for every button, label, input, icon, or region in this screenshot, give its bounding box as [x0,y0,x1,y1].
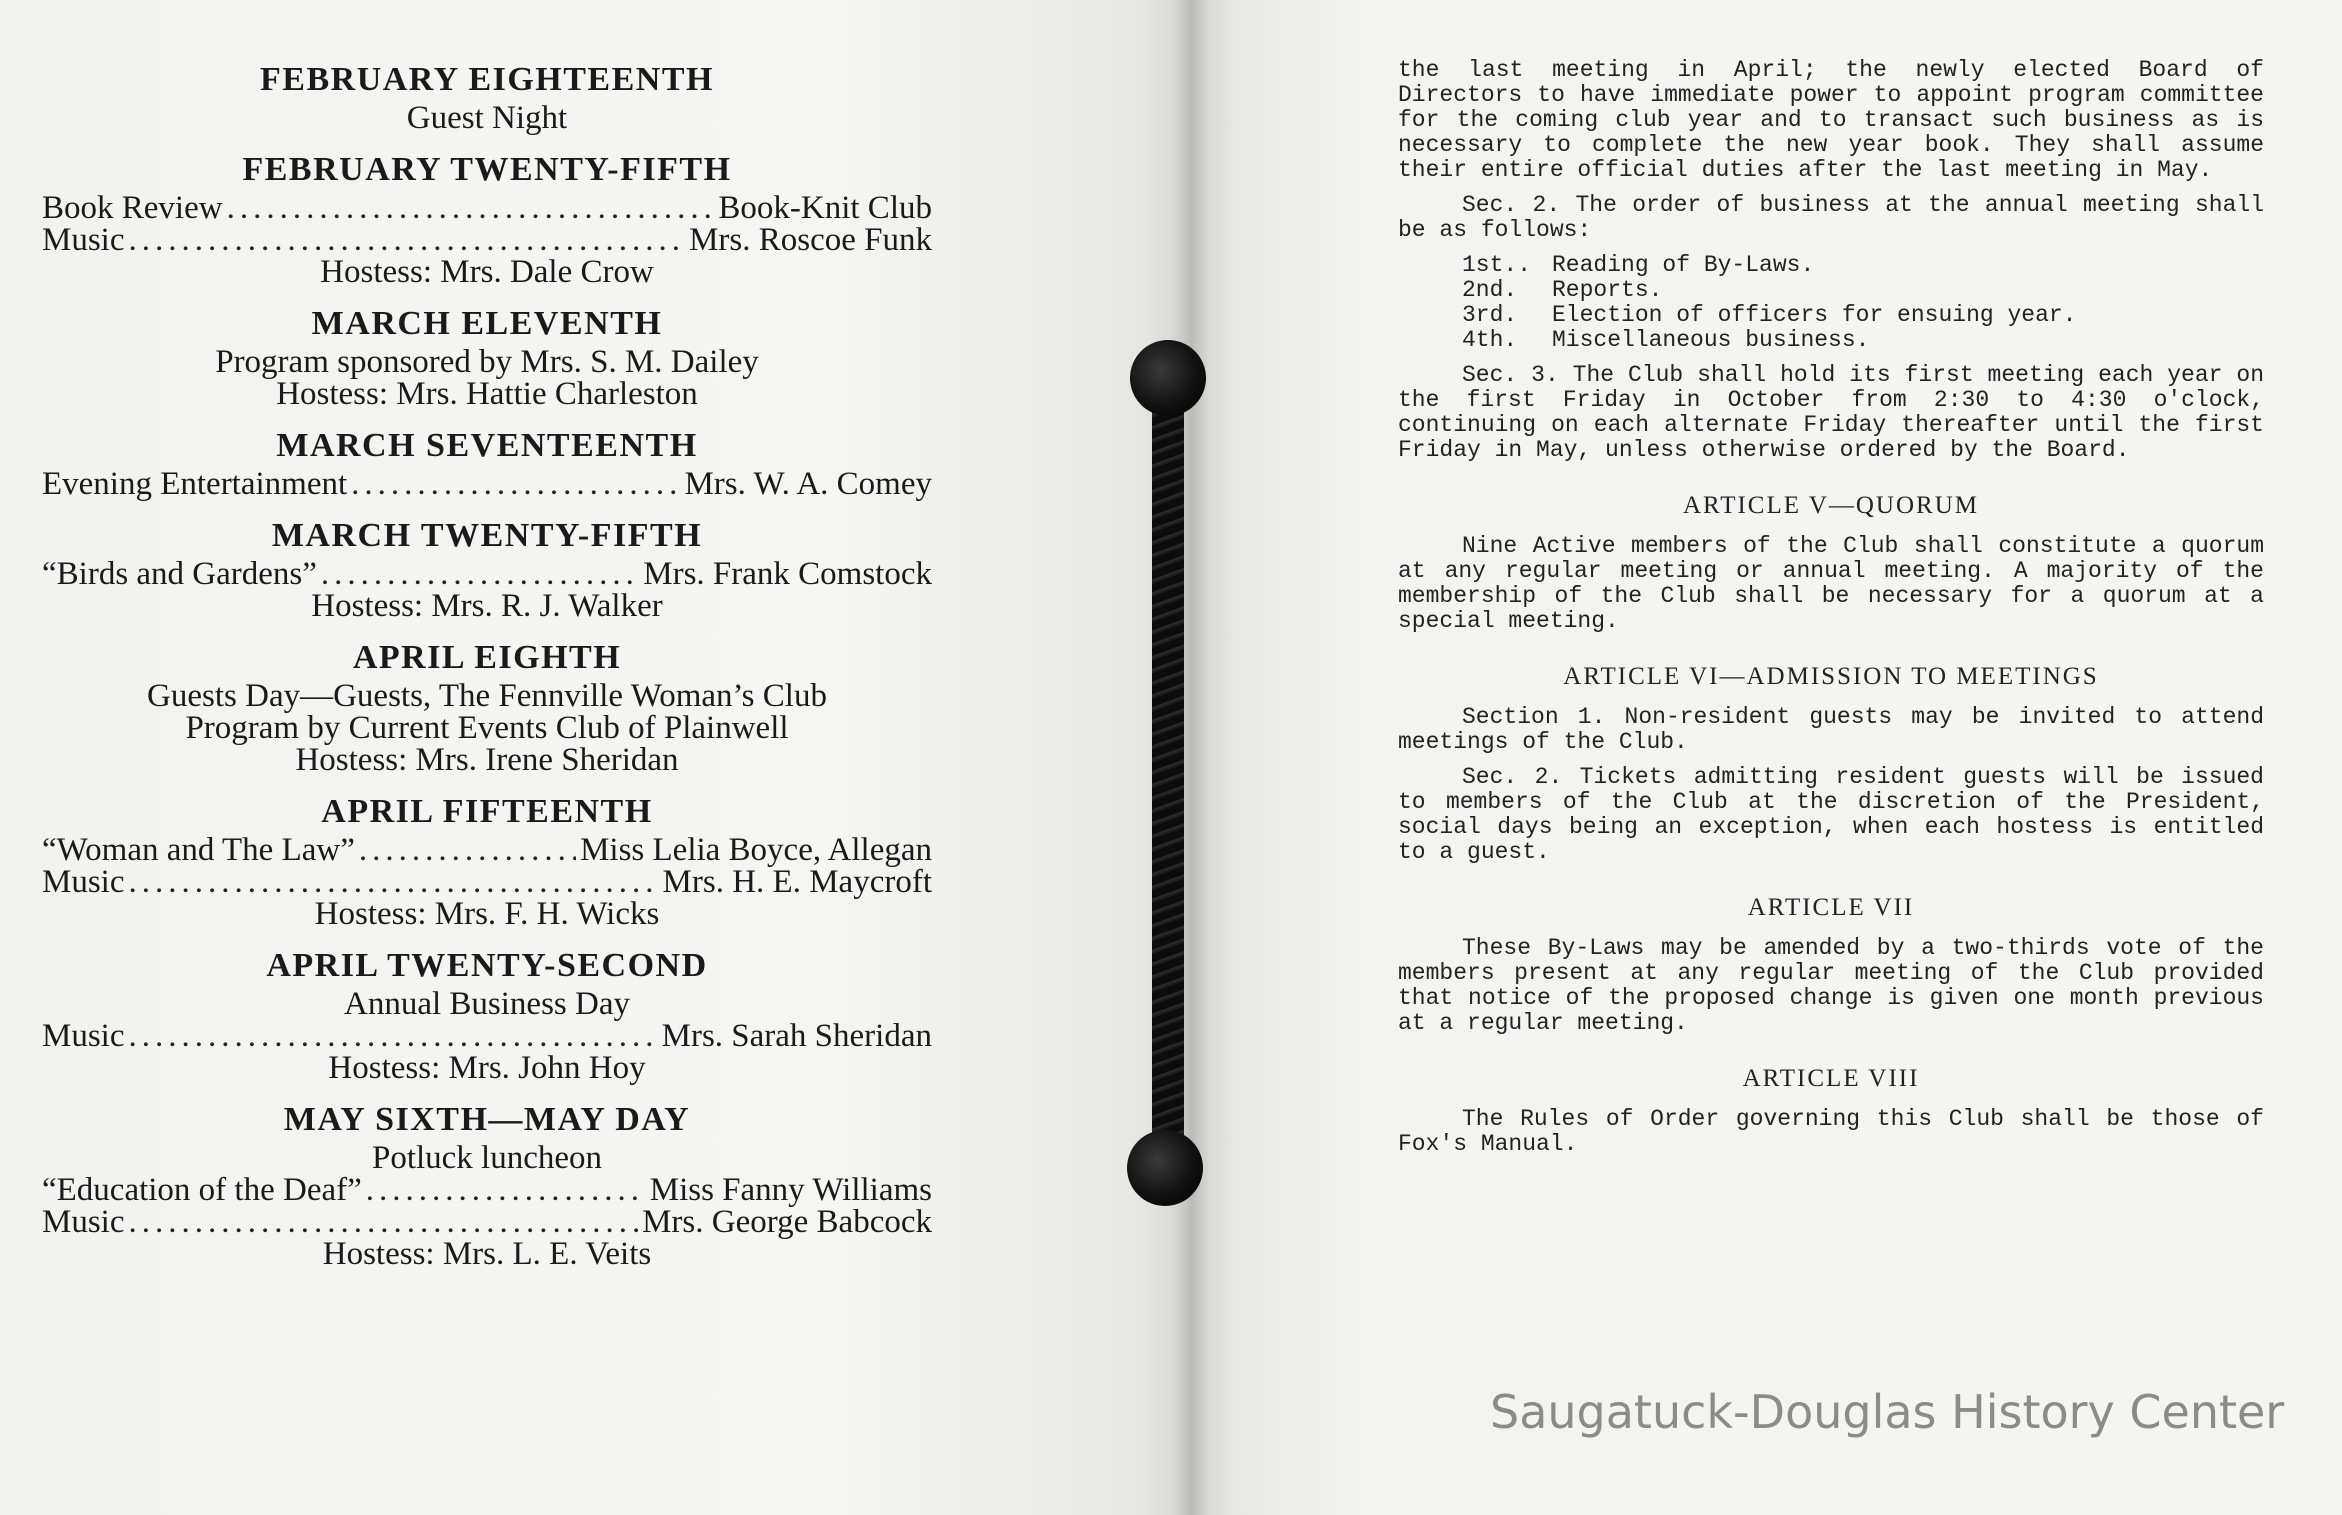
centered-line: Program by Current Events Club of Plainwell [185,710,789,746]
schedule-entry [42,792,932,930]
program-item: “Birds and Gardens” [42,556,317,592]
centered-line: Hostess: Mrs. Irene Sheridan [295,742,679,778]
bylaws-text [1398,58,2264,1167]
presenter: Book-Knit Club [718,190,932,226]
order-item [1398,253,2264,278]
article-5-heading: ARTICLE V—QUORUM [1682,492,1979,519]
program-line [42,834,932,866]
program-line [42,468,932,500]
watermark: Saugatuck-Douglas History Center [1490,1385,2285,1439]
program-line [42,192,932,224]
order-ordinal: 3rd. [1462,302,1518,328]
entry-date-heading: APRIL TWENTY-SECOND [266,947,708,984]
schedule-entry [42,426,932,500]
dot-leader [129,1020,658,1052]
presenter: Mrs. Sarah Sheridan [661,1018,932,1054]
program-line [42,558,932,590]
presenter: Miss Fanny Williams [649,1172,932,1208]
centered-line: Program sponsored by Mrs. S. M. Dailey [215,344,759,380]
dot-leader [129,1206,639,1238]
schedule-entry [42,60,932,134]
schedule-entry [42,638,932,776]
centered-line: Potluck luncheon [371,1140,603,1176]
dot-leader [129,866,659,898]
order-text: Election of officers for ensuing year. [1552,302,2077,328]
program-line [42,866,932,898]
centered-line: Hostess: Mrs. John Hoy [328,1050,646,1086]
entry-date-heading: FEBRUARY EIGHTEENTH [260,61,714,98]
dot-leader [321,558,639,590]
centered-line: Hostess: Mrs. R. J. Walker [311,588,663,624]
centered-line: Hostess: Mrs. Dale Crow [320,254,654,290]
article-4-sec-3: Sec. 3. The Club shall hold its first meeting each year on the first Friday in October from 2:30 to 4:30 o'clock, continuing on each alternate Friday thereafter until the first Friday in May, unless otherwise ordered by the Board. [1398,362,2264,463]
centered-line: Guest Night [406,100,568,136]
order-ordinal: 2nd. [1462,277,1518,303]
entry-date-heading: MARCH TWENTY-FIFTH [271,517,703,554]
presenter: Mrs. George Babcock [642,1204,932,1240]
schedule-entry [42,1100,932,1270]
order-of-business-list [1398,253,2264,353]
binding-knot-bottom [1127,1130,1203,1206]
presenter: Mrs. Frank Comstock [643,556,932,592]
dot-leader [359,834,576,866]
article-7-heading: ARTICLE VII [1747,894,1915,921]
schedule-entry [42,304,932,410]
entry-date-heading: FEBRUARY TWENTY-FIFTH [242,151,732,188]
centered-line: Hostess: Mrs. L. E. Veits [322,1236,652,1272]
centered-line: Guests Day—Guests, The Fennville Woman’s Club [147,678,827,714]
bylaws-intro-paragraph: the last meeting in April; the newly elected Board of Directors to have immediate power to appoint program committee for the coming club year and to transact such business as is necessary to complete the new year book. They shall assume their entire official duties after the last meeting in May. [1398,57,2264,183]
dot-leader [351,468,680,500]
presenter: Mrs. Roscoe Funk [689,222,932,258]
centered-line: Annual Business Day [344,986,630,1022]
entry-date-heading: MAY SIXTH—MAY DAY [283,1101,691,1138]
presenter: Miss Lelia Boyce, Allegan [580,832,932,868]
order-ordinal: 1st.. [1462,252,1532,278]
article-6-sec-2: Sec. 2. Tickets admitting resident guests will be issued to members of the Club at the discretion of the President, social days being an exception, when each hostess is entitled to a guest. [1398,764,2264,865]
program-item: Evening Entertainment [42,466,348,502]
article-6-sec-1: Section 1. Non-resident guests may be invited to attend meetings of the Club. [1398,704,2264,755]
program-item: Music [42,222,125,258]
schedule-entry [42,516,932,622]
article-8-heading: ARTICLE VIII [1742,1065,1920,1092]
entry-date-heading: MARCH SEVENTEENTH [276,427,698,464]
order-item [1398,303,2264,328]
entry-date-heading: APRIL EIGHTH [352,639,622,676]
article-6-heading: ARTICLE VI—ADMISSION TO MEETINGS [1563,663,2099,690]
dot-leader [227,192,715,224]
order-ordinal: 4th. [1462,327,1518,353]
article-4-sec-2: Sec. 2. The order of business at the annual meeting shall be as follows: [1398,192,2264,243]
dot-leader [129,224,686,256]
program-item: Music [42,1204,125,1240]
program-line [42,1020,932,1052]
order-text: Reading of By-Laws. [1552,252,1815,278]
program-schedule [42,60,932,1286]
program-item: “Woman and The Law” [42,832,355,868]
order-text: Miscellaneous business. [1552,327,1870,353]
binding-cord [1152,380,1184,1170]
article-5-text: Nine Active members of the Club shall constitute a quorum at any regular meeting or annual meeting. A majority of the membership of the Club shall be necessary for a quorum at a special meeting. [1398,533,2264,634]
schedule-entry [42,150,932,288]
program-line [42,1206,932,1238]
dot-leader [366,1174,646,1206]
program-item: Music [42,864,125,900]
article-7-text: These By-Laws may be amended by a two-thirds vote of the members present at any regular meeting of the Club provided that notice of the proposed change is given one month previous at a regular meeting. [1398,935,2264,1036]
order-item [1398,328,2264,353]
schedule-entry [42,946,932,1084]
entry-date-heading: MARCH ELEVENTH [311,305,663,342]
program-item: “Education of the Deaf” [42,1172,362,1208]
presenter: Mrs. H. E. Maycroft [662,864,932,900]
binding-knot-top [1130,340,1206,416]
entry-date-heading: APRIL FIFTEENTH [321,793,653,830]
program-item: Music [42,1018,125,1054]
program-line [42,1174,932,1206]
centered-line: Hostess: Mrs. Hattie Charleston [276,376,698,412]
article-8-text: The Rules of Order governing this Club shall be those of Fox's Manual. [1398,1106,2264,1157]
presenter: Mrs. W. A. Comey [684,466,932,502]
program-item: Book Review [42,190,223,226]
centered-line: Hostess: Mrs. F. H. Wicks [314,896,660,932]
order-item [1398,278,2264,303]
order-text: Reports. [1552,277,1663,303]
program-line [42,224,932,256]
